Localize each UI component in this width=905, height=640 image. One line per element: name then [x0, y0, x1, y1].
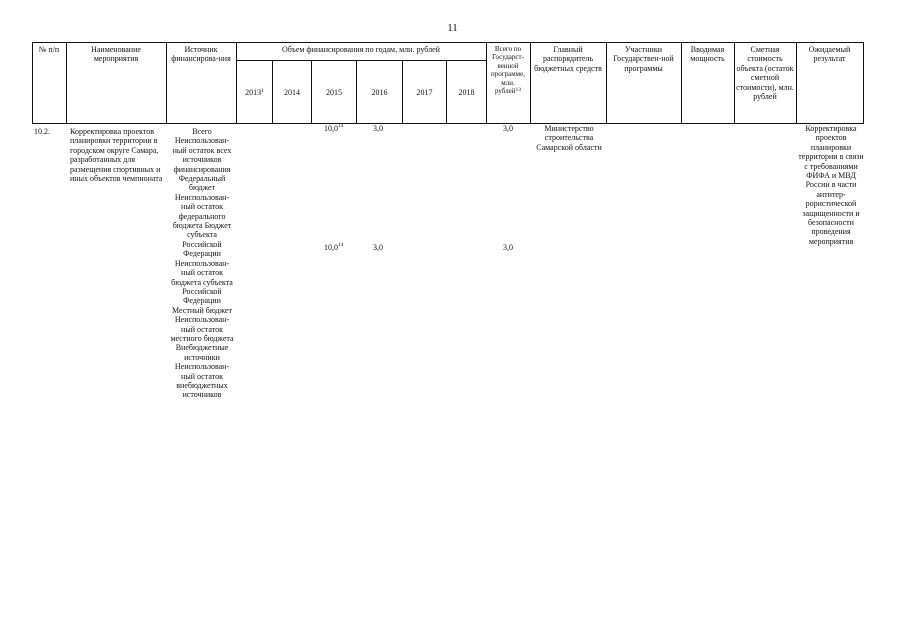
- header-bottom-border: [32, 123, 864, 124]
- col-border: [734, 42, 735, 124]
- col-border: [681, 42, 682, 124]
- regional-program: 3,0: [503, 243, 513, 252]
- header-total: [488, 45, 528, 95]
- header-total-footnote: 13: [515, 87, 522, 94]
- header-year-2013: [237, 88, 272, 97]
- header-year-2014: 2014: [284, 88, 300, 97]
- years-divider: [236, 60, 486, 61]
- col-border: [166, 42, 167, 124]
- col-border: [796, 42, 797, 124]
- regional-2016: 3,0: [373, 243, 383, 252]
- header-funding-group: Объем финансирования по годам, млн. рублей: [282, 45, 440, 54]
- total-2015-footnote: 14: [338, 123, 344, 129]
- total-2015: [324, 124, 344, 133]
- row-main-manager: Министерство строительства Самарской области: [536, 124, 602, 152]
- row-name: Корректировка проектов планировки территории в городском округе Самара, разработанных для размещения спортивных и иных объектов чемпионата: [70, 127, 163, 184]
- row-expected-result: Корректировка проектов планировки территории в связи с требованиями ФИФА и МВД России в части антитер-рористической защищенности и безопасности проведения мероприятия: [798, 124, 864, 246]
- page-number: 11: [447, 22, 458, 34]
- col-border: [236, 42, 237, 124]
- total-2016: 3,0: [373, 124, 383, 133]
- header-estimated-cost: Сметная стоимость объекта (остаток сметной стоимости), млн. рублей: [736, 45, 794, 102]
- header-year-2015: 2015: [326, 88, 342, 97]
- row-num: 10.2.: [34, 127, 50, 136]
- header-total-label: Всего по Государст-венной программе, млн. рублей: [491, 45, 525, 96]
- header-year-2016: 2016: [371, 88, 388, 97]
- total-program: 3,0: [503, 124, 513, 133]
- header-expected-result: Ожидаемый результат: [808, 45, 851, 64]
- header-source: Источник финансирова-ния: [171, 45, 231, 64]
- header-year-2017: 2017: [416, 88, 433, 97]
- col-border: [863, 42, 864, 124]
- table-top-border: [32, 42, 864, 43]
- col-border: [66, 42, 67, 124]
- col-border: [32, 42, 33, 124]
- header-name: Наименование мероприятия: [91, 45, 141, 64]
- regional-2015: [324, 243, 344, 252]
- col-border: [530, 42, 531, 124]
- col-border: [606, 42, 607, 124]
- row-sources: Всего Неиспользован-ный остаток всех источников финансирования Федеральный бюджет Неиспользован-ный остаток федерального бюджета Бюджет субъекта Российской Федерации Неиспользован-ный остаток бюджета субъекта Российской Федерации Местный бюджет Неиспользован-ный остаток местного бюджета Внебюджетные источники Неиспользован-ный остаток внебюджетных источников: [170, 127, 234, 400]
- header-num: № п/п: [38, 45, 60, 54]
- header-capacity: Вводимая мощность: [690, 45, 725, 64]
- regional-2015-value: 10,0: [324, 243, 338, 252]
- col-border: [486, 42, 487, 124]
- header-main-manager: Главный распорядитель бюджетных средств: [534, 45, 602, 73]
- regional-2015-footnote: 14: [338, 242, 344, 248]
- header-participants: Участники Государствен-ной программы: [613, 45, 674, 73]
- header-year-2018: 2018: [458, 88, 475, 97]
- total-2015-value: 10,0: [324, 124, 338, 133]
- year-2013-label: 2013: [245, 88, 262, 97]
- year-2013-footnote: 1: [261, 88, 264, 94]
